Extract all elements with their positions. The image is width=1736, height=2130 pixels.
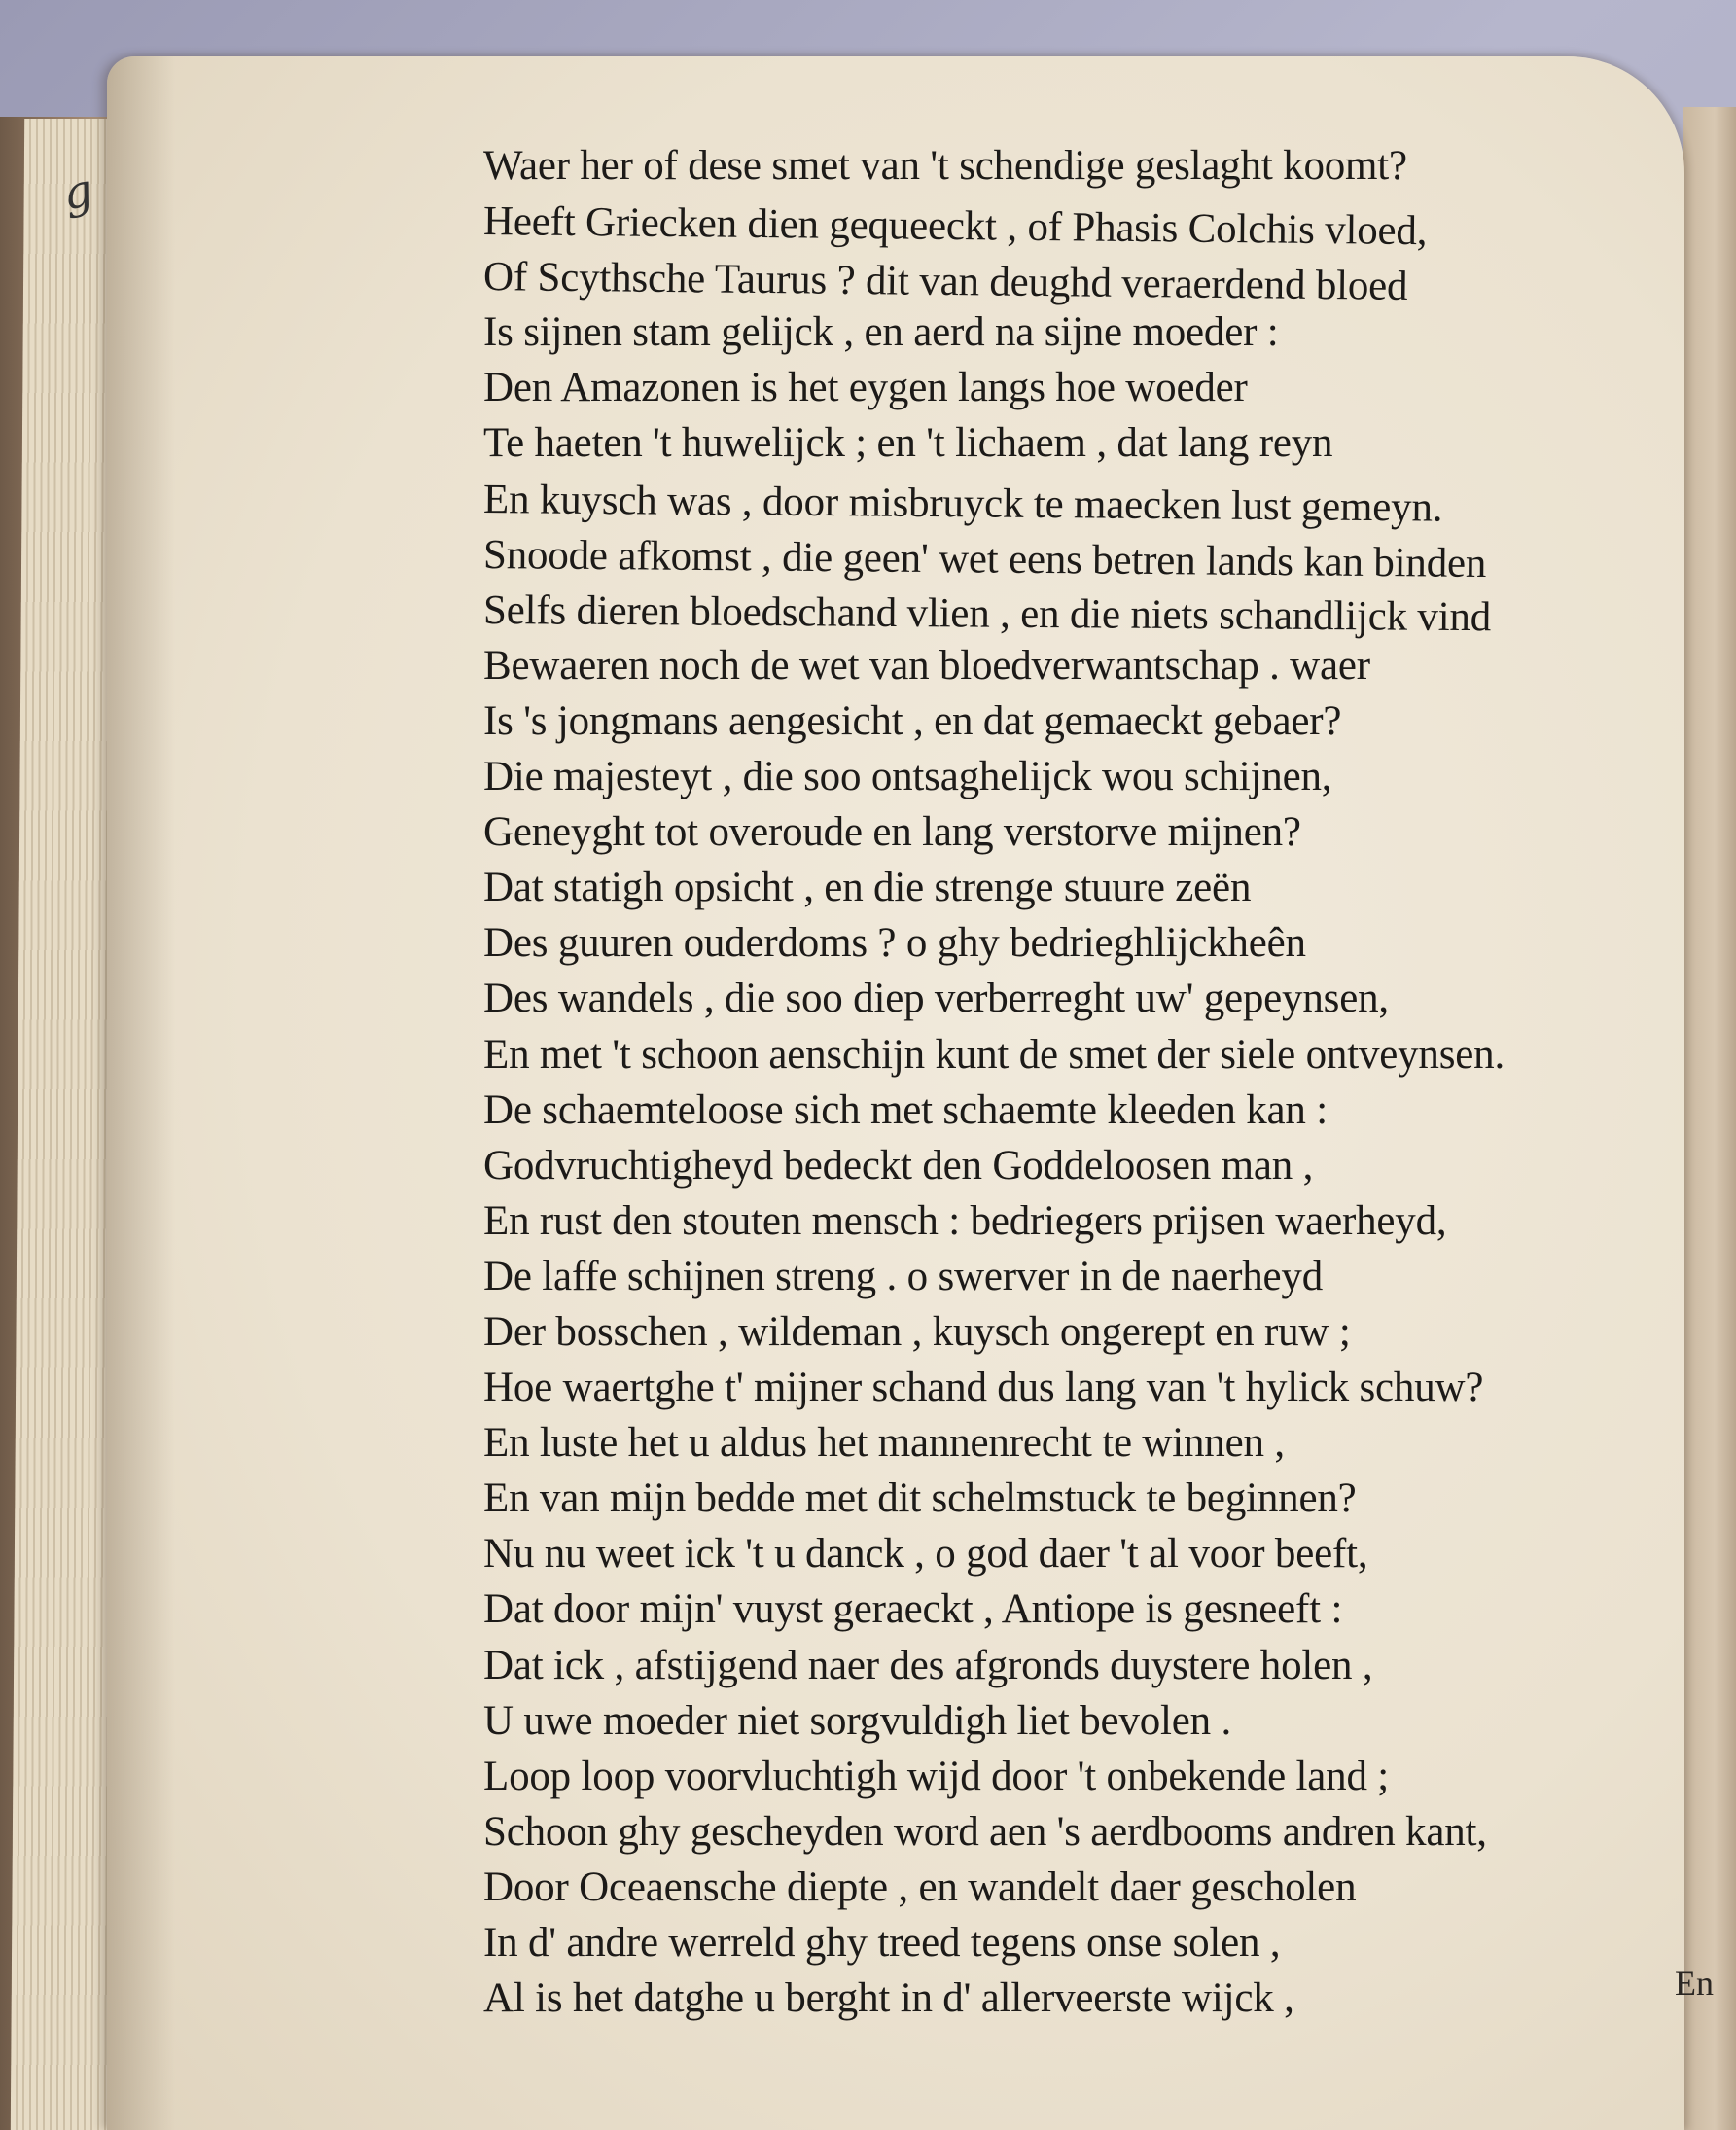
verse-line: Snoode afkomst , die geen' wet eens betren lands kan binden — [482, 531, 1487, 586]
verse-line: En rust den stouten mensch : bedriegers prijsen waerheyd, — [483, 1197, 1447, 1244]
verse-line: Selfs dieren bloedschand vlien , en die niets schandlijck vind — [482, 586, 1492, 640]
verse-line: Loop loop voorvluchtigh wijd door 't onbekende land ; — [483, 1753, 1390, 1799]
verse-line: Bewaeren noch de wet van bloedverwantschap . waer — [483, 642, 1370, 689]
verse-line: Is 's jongmans aengesicht , en dat gemaeckt gebaer? — [483, 697, 1342, 744]
verse-line: De schaemteloose sich met schaemte kleeden kan : — [483, 1086, 1328, 1133]
verse-line: Des guuren ouderdoms ? o ghy bedrieghlijckheên — [483, 920, 1306, 967]
verse-line: Die majesteyt , die soo ontsaghelijck wou schijnen, — [483, 754, 1332, 800]
verse-block — [483, 138, 1650, 2026]
verse-line: De laffe schijnen streng . o swerver in de naerheyd — [483, 1253, 1324, 1299]
verse-line: Geneyght tot overoude en lang verstorve mijnen? — [483, 809, 1301, 856]
verse-line: Dat ick , afstijgend naer des afgronds duystere holen , — [483, 1642, 1373, 1688]
verse-line: Dat door mijn' vuyst geraeckt , Antiope is gesneeft : — [483, 1586, 1343, 1633]
verse-line: Godvruchtigheyd bedeckt den Goddeloosen man , — [483, 1142, 1314, 1189]
verse-line: Schoon ghy gescheyden word aen 's aerdbooms andren kant, — [483, 1808, 1487, 1855]
verse-line: Of Scythsche Taurus ? dit van deughd veraerdend bloed — [482, 254, 1408, 310]
verse-line: Al is het datghe u berght in d' allerveerste wijck , — [483, 1975, 1294, 2022]
verse-line: Door Oceaensche diepte , en wandelt daer gescholen — [483, 1864, 1357, 1910]
verse-line: En kuysch was , door misbruyck te maecken lust gemeyn. — [482, 476, 1443, 531]
verse-line: Waer her of dese smet van 't schendige geslaght koomt? — [483, 143, 1407, 189]
verse-line: U uwe moeder niet sorgvuldigh liet bevolen . — [483, 1697, 1232, 1744]
verse-line: Te haeten 't huwelijck ; en 't lichaem , dat lang reyn — [483, 420, 1333, 467]
right-page-edge — [1683, 107, 1736, 2130]
catchword: En — [1675, 1964, 1714, 2003]
verse-line: Is sijnen stam gelijck , en aerd na sijne moeder : — [483, 309, 1279, 356]
margin-pencil-mark: g — [57, 162, 97, 221]
verse-line: Nu nu weet ick 't u danck , o god daer 't al voor beeft, — [483, 1531, 1368, 1578]
verse-line: En van mijn bedde met dit schelmstuck te beginnen? — [483, 1475, 1357, 1522]
verse-line: Heeft Griecken dien gequeeckt , of Phasis Colchis vloed, — [482, 198, 1428, 255]
verse-line: Des wandels , die soo diep verberreght uw' gepeynsen, — [483, 976, 1389, 1022]
page-gutter-shadow — [107, 56, 175, 2130]
verse-line: In d' andre werreld ghy treed tegens onse solen , — [483, 1920, 1281, 1966]
verse-line: Den Amazonen is het eygen langs hoe woeder — [483, 365, 1248, 411]
verse-line: Dat statigh opsicht , en die strenge stuure zeën — [483, 865, 1252, 911]
verse-line: Hoe waertghe t' mijner schand dus lang van 't hylick schuw? — [483, 1365, 1484, 1411]
verse-line: En met 't schoon aenschijn kunt de smet der siele ontveynsen. — [483, 1031, 1505, 1078]
verse-line: Der bosschen , wildeman , kuysch ongerept en ruw ; — [483, 1308, 1351, 1355]
verse-line: En luste het u aldus het mannenrecht te winnen , — [483, 1420, 1285, 1467]
